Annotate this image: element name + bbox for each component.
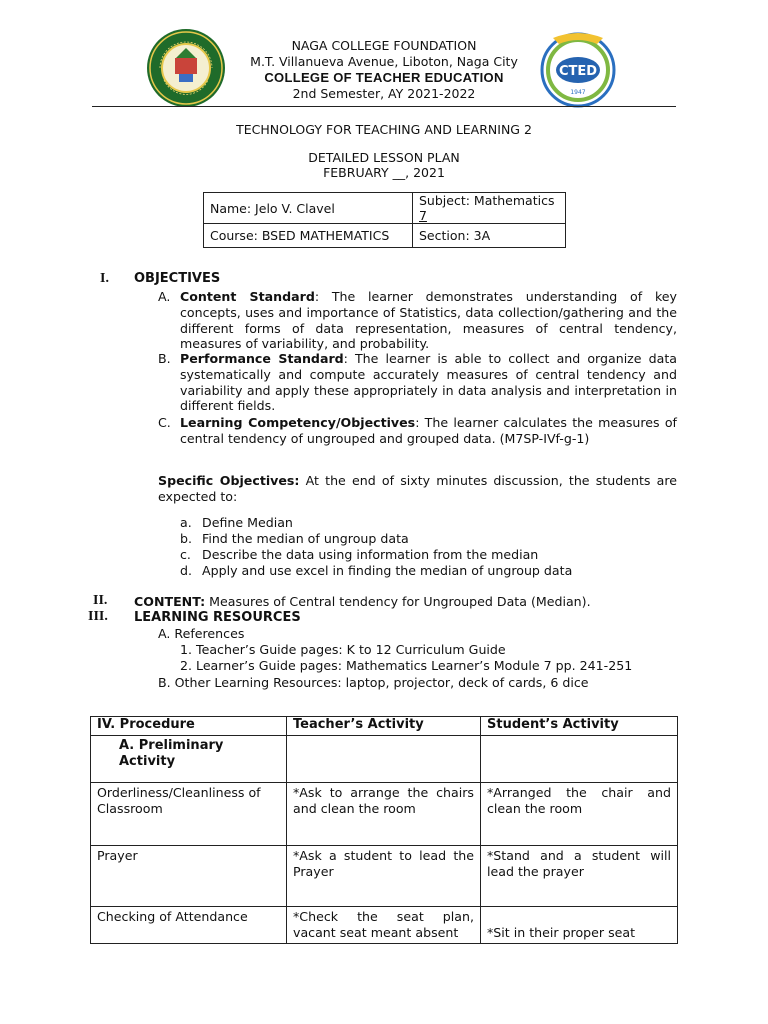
cted-logo-year: 1947	[570, 89, 586, 96]
teacher-activity: *Ask to arrange the chairs and clean the room	[287, 783, 481, 846]
objectives-heading: OBJECTIVES	[134, 271, 221, 286]
item-marker-b: B.	[158, 351, 171, 366]
other-resources: B. Other Learning Resources: laptop, projector, deck of cards, 6 dice	[158, 675, 589, 690]
student-activity: *Stand and a student will lead the prayer	[481, 846, 678, 907]
procedure-step: Prayer	[91, 846, 287, 907]
subject-label: Subject: Mathematics	[419, 193, 555, 208]
objective-a: Define Median	[202, 515, 293, 530]
objective-a-marker: a.	[180, 515, 192, 530]
content-standard-label: Content Standard	[180, 289, 315, 304]
section-cell: Section: 3A	[413, 224, 566, 248]
procedure-table	[90, 716, 678, 944]
cted-logo-label: CTED	[558, 64, 598, 79]
learning-resources-heading: LEARNING RESOURCES	[134, 610, 301, 625]
objective-c-marker: c.	[180, 547, 191, 562]
procedure-step: Checking of Attendance	[91, 907, 287, 944]
learning-competency-label: Learning Competency/Objectives	[180, 415, 416, 430]
content-line	[134, 594, 591, 610]
content-standard	[180, 289, 677, 352]
subject-cell	[413, 193, 566, 224]
college-name: COLLEGE OF TEACHER EDUCATION	[264, 70, 504, 85]
procedure-step: Orderliness/Cleanliness of Classroom	[91, 783, 287, 846]
student-activity: *Arranged the chair and clean the room	[481, 783, 678, 846]
learning-competency-text: : The learner calculates the measures of central tendency of ungrouped and grouped data. (M7SP-IVf-g-1)	[180, 415, 677, 446]
content-text: Measures of Central tendency for Ungrouped Data (Median).	[205, 594, 591, 609]
references-heading: A. References	[158, 626, 245, 641]
course-cell: Course: BSED MATHEMATICS	[204, 224, 413, 248]
semester-line: 2nd Semester, AY 2021-2022	[292, 86, 476, 101]
performance-standard-label: Performance Standard	[180, 351, 344, 366]
specific-objectives-label: Specific Objectives:	[158, 473, 300, 488]
empty-cell	[287, 736, 481, 783]
section-numeral-1: I.	[100, 271, 109, 286]
procedure-header-row	[91, 717, 678, 736]
objective-d-marker: d.	[180, 563, 192, 578]
student-activity-header: Student’s Activity	[481, 717, 678, 736]
specific-objectives	[158, 473, 677, 505]
student-activity: *Sit in their proper seat	[481, 907, 678, 944]
subject-number: 7	[419, 208, 427, 223]
name-cell: Name: Jelo V. Clavel	[204, 193, 413, 224]
objective-c: Describe the data using information from the median	[202, 547, 539, 562]
letterhead	[0, 38, 768, 102]
content-standard-text: : The learner demonstrates understanding of key concepts, uses and importance of Statistics, data collection/gathering and the different forms of data representation, measures of central tendency, measures of variability, and probability.	[180, 289, 677, 352]
document-title: DETAILED LESSON PLAN	[308, 150, 460, 165]
preliminary-row	[91, 736, 678, 783]
date-line: FEBRUARY __, 2021	[323, 165, 445, 180]
content-label: CONTENT:	[134, 594, 206, 609]
learning-competency	[180, 415, 677, 447]
objective-b: Find the median of ungroup data	[202, 531, 409, 546]
table-row	[91, 783, 678, 846]
section-numeral-2: II.	[93, 593, 108, 608]
objective-b-marker: b.	[180, 531, 192, 546]
performance-standard-text: : The learner is able to collect and organize data systematically and compute accurately measures of central tendency and variability and apply these appropriately in data analysis and interpretation in different fields.	[180, 351, 677, 414]
table-row	[91, 907, 678, 944]
school-name: NAGA COLLEGE FOUNDATION	[291, 38, 477, 53]
objective-d: Apply and use excel in finding the median of ungroup data	[202, 563, 573, 578]
teacher-activity-header: Teacher’s Activity	[287, 717, 481, 736]
teacher-activity: *Check the seat plan, vacant seat meant absent	[287, 907, 481, 944]
specific-objectives-text: At the end of sixty minutes discussion, the students are expected to:	[158, 473, 677, 504]
reference-1: 1. Teacher’s Guide pages: K to 12 Curriculum Guide	[180, 642, 506, 657]
course-title: TECHNOLOGY FOR TEACHING AND LEARNING 2	[236, 122, 532, 137]
table-row	[91, 846, 678, 907]
reference-2: 2. Learner’s Guide pages: Mathematics Learner’s Module 7 pp. 241-251	[180, 658, 633, 673]
item-marker-a: A.	[158, 289, 171, 304]
preliminary-activity: A. Preliminary Activity	[91, 736, 287, 783]
header-divider	[92, 106, 676, 107]
item-marker-c: C.	[158, 415, 171, 430]
performance-standard	[180, 351, 677, 414]
teacher-activity: *Ask a student to lead the Prayer	[287, 846, 481, 907]
teacher-info-table	[203, 192, 566, 248]
procedure-header: IV. Procedure	[91, 717, 287, 736]
empty-cell	[481, 736, 678, 783]
school-address: M.T. Villanueva Avenue, Liboton, Naga City	[250, 54, 518, 69]
section-numeral-3: III.	[88, 609, 108, 624]
